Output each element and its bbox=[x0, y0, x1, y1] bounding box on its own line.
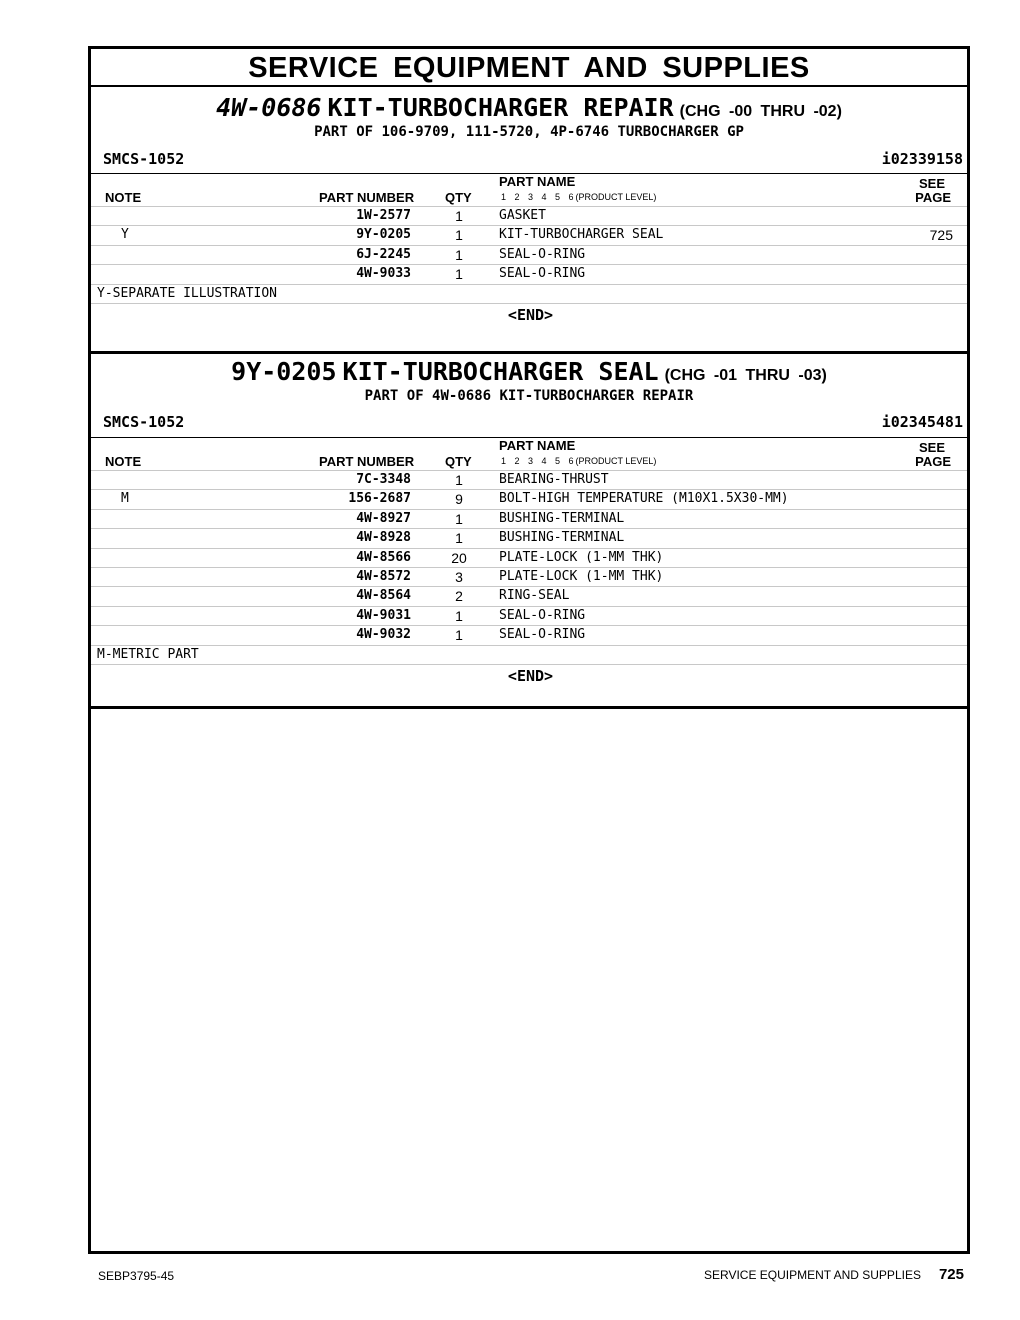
smcs-code: SMCS-1052 bbox=[103, 413, 185, 431]
row-qty: 1 bbox=[455, 510, 463, 527]
row-qty: 1 bbox=[455, 627, 463, 644]
row-part-name: BUSHING-TERMINAL bbox=[499, 530, 625, 546]
col-part-number: PART NUMBER bbox=[319, 454, 415, 469]
page-frame bbox=[88, 46, 970, 1254]
row-part-number[interactable]: 7C-3348 bbox=[356, 472, 411, 487]
col-qty: QTY bbox=[445, 454, 472, 469]
table-footnote: M-METRIC PART bbox=[91, 645, 967, 664]
smcs-code: SMCS-1052 bbox=[103, 150, 185, 168]
kit-name: KIT-TURBOCHARGER SEAL bbox=[342, 357, 659, 386]
row-part-number[interactable]: 156-2687 bbox=[348, 491, 411, 507]
parts-table bbox=[91, 437, 967, 687]
footer-right bbox=[704, 1266, 964, 1283]
table-row bbox=[91, 586, 967, 605]
row-part-number[interactable]: 4W-9032 bbox=[356, 627, 411, 643]
kit-title bbox=[91, 93, 967, 122]
table-row bbox=[91, 206, 967, 225]
row-part-number[interactable]: 9Y-0205 bbox=[356, 227, 411, 243]
table-row bbox=[91, 606, 967, 625]
col-qty: QTY bbox=[445, 190, 472, 205]
illustration-ref: i02345481 bbox=[881, 413, 963, 431]
row-qty: 1 bbox=[455, 246, 463, 263]
kit-number[interactable]: 9Y-0205 bbox=[231, 357, 337, 386]
row-part-name: BEARING-THRUST bbox=[499, 472, 609, 487]
parts-table bbox=[91, 173, 967, 326]
kit-number[interactable]: 4W-0686 bbox=[216, 93, 322, 122]
table-row bbox=[91, 528, 967, 547]
kit-section-9y-0205 bbox=[91, 351, 967, 709]
row-part-number[interactable]: 4W-8566 bbox=[356, 549, 411, 565]
table-row bbox=[91, 225, 967, 244]
table-row bbox=[91, 245, 967, 264]
row-part-number[interactable]: 6J-2245 bbox=[356, 246, 411, 262]
kit-title bbox=[91, 357, 967, 386]
row-note: M bbox=[121, 491, 129, 507]
footer-doc-id: SEBP3795-45 bbox=[98, 1269, 175, 1283]
page-number: 725 bbox=[938, 1266, 964, 1283]
page-title: SERVICE EQUIPMENT AND SUPPLIES bbox=[91, 49, 967, 87]
row-part-number[interactable]: 4W-9033 bbox=[356, 266, 411, 282]
row-qty: 20 bbox=[451, 549, 467, 566]
col-part-name: PART NAME bbox=[499, 174, 576, 189]
end-marker: <END> bbox=[91, 664, 967, 687]
kit-chg-range: (CHG -01 THRU -03) bbox=[664, 367, 827, 384]
illustration-ref: i02339158 bbox=[881, 150, 963, 168]
row-part-name: KIT-TURBOCHARGER SEAL bbox=[499, 227, 664, 243]
row-qty: 1 bbox=[455, 607, 463, 624]
table-header bbox=[91, 437, 967, 470]
row-part-name: BUSHING-TERMINAL bbox=[499, 510, 625, 526]
row-qty: 1 bbox=[455, 266, 463, 283]
table-header bbox=[91, 173, 967, 206]
row-part-number[interactable]: 4W-8564 bbox=[356, 588, 411, 604]
row-part-number[interactable]: 4W-9031 bbox=[356, 607, 411, 623]
row-part-name: GASKET bbox=[499, 208, 546, 223]
row-qty: 3 bbox=[455, 568, 463, 585]
col-product-level bbox=[501, 456, 656, 466]
row-qty: 2 bbox=[455, 588, 463, 605]
footer-section-name: SERVICE EQUIPMENT AND SUPPLIES bbox=[704, 1268, 921, 1282]
row-part-number[interactable]: 4W-8572 bbox=[356, 568, 411, 584]
row-part-number[interactable]: 4W-8928 bbox=[356, 530, 411, 546]
end-marker: <END> bbox=[91, 303, 967, 326]
row-qty: 1 bbox=[455, 227, 463, 244]
col-note: NOTE bbox=[105, 190, 142, 205]
part-of-line: PART OF 4W-0686 KIT-TURBOCHARGER REPAIR bbox=[364, 388, 694, 404]
row-part-name: PLATE-LOCK (1-MM THK) bbox=[499, 568, 664, 584]
row-part-number[interactable]: 4W-8927 bbox=[356, 510, 411, 526]
col-note: NOTE bbox=[105, 454, 142, 469]
kit-chg-range: (CHG -00 THRU -02) bbox=[679, 103, 842, 120]
row-part-name: SEAL-O-RING bbox=[499, 246, 586, 262]
col-see: SEE bbox=[918, 440, 945, 455]
product-level-label: (PRODUCT LEVEL) bbox=[575, 456, 657, 466]
table-row bbox=[91, 509, 967, 528]
product-level-numbers: 1 2 3 4 5 6 bbox=[501, 456, 574, 466]
row-qty: 1 bbox=[455, 208, 463, 224]
col-page: PAGE bbox=[915, 454, 951, 469]
col-part-number: PART NUMBER bbox=[319, 190, 415, 205]
row-see-page[interactable]: 725 bbox=[929, 227, 953, 244]
part-of-line: PART OF 106-9709, 111-5720, 4P-6746 TURBOCHARGER GP bbox=[314, 124, 744, 140]
row-part-name: BOLT-HIGH TEMPERATURE (M10X1.5X30-MM) bbox=[499, 491, 789, 507]
table-row bbox=[91, 489, 967, 508]
row-qty: 1 bbox=[455, 530, 463, 547]
kit-name: KIT-TURBOCHARGER REPAIR bbox=[327, 93, 674, 122]
table-row bbox=[91, 470, 967, 489]
product-level-label: (PRODUCT LEVEL) bbox=[575, 192, 657, 202]
row-part-name: PLATE-LOCK (1-MM THK) bbox=[499, 549, 664, 565]
table-row bbox=[91, 548, 967, 567]
row-part-name: SEAL-O-RING bbox=[499, 627, 586, 643]
row-qty: 9 bbox=[455, 491, 463, 508]
row-qty: 1 bbox=[455, 472, 463, 488]
row-part-name: SEAL-O-RING bbox=[499, 607, 586, 623]
table-row bbox=[91, 264, 967, 283]
col-product-level bbox=[501, 192, 656, 202]
col-see: SEE bbox=[918, 176, 945, 191]
row-note: Y bbox=[121, 227, 129, 243]
table-row bbox=[91, 625, 967, 644]
row-part-name: RING-SEAL bbox=[499, 588, 570, 604]
row-part-name: SEAL-O-RING bbox=[499, 266, 586, 282]
row-part-number[interactable]: 1W-2577 bbox=[356, 208, 411, 223]
product-level-numbers: 1 2 3 4 5 6 bbox=[501, 192, 574, 202]
kit-section-4w-0686 bbox=[91, 87, 967, 354]
table-row bbox=[91, 567, 967, 586]
col-part-name: PART NAME bbox=[499, 438, 576, 453]
col-page: PAGE bbox=[915, 190, 951, 205]
table-footnote: Y-SEPARATE ILLUSTRATION bbox=[91, 284, 967, 303]
